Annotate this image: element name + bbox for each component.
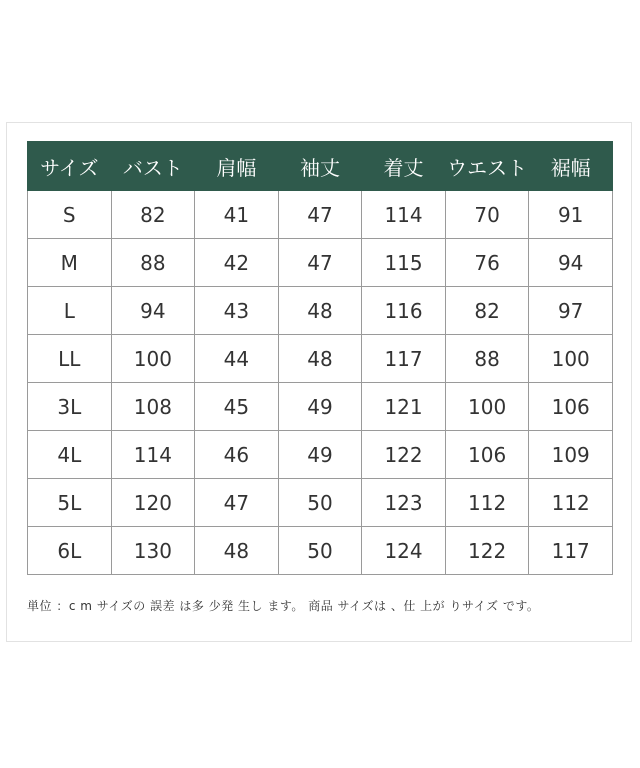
cell-body-length: 123 [362,479,446,527]
table-row [28,287,613,335]
cell-hem-width: 97 [529,287,613,335]
cell-waist: 100 [445,383,529,431]
cell-size: L [28,287,112,335]
cell-shoulder-width: 45 [195,383,279,431]
header-sleeve-length: 袖丈 [278,142,362,191]
cell-shoulder-width: 48 [195,527,279,575]
cell-shoulder-width: 42 [195,239,279,287]
cell-size: 6L [28,527,112,575]
cell-bust: 82 [111,191,195,239]
size-chart-table [27,141,613,575]
cell-hem-width: 91 [529,191,613,239]
cell-waist: 82 [445,287,529,335]
table-row [28,431,613,479]
table-row [28,479,613,527]
cell-hem-width: 94 [529,239,613,287]
header-bust: バスト [111,142,195,191]
cell-bust: 100 [111,335,195,383]
cell-waist: 106 [445,431,529,479]
cell-body-length: 122 [362,431,446,479]
header-shoulder-width: 肩幅 [195,142,279,191]
cell-body-length: 114 [362,191,446,239]
cell-size: 3L [28,383,112,431]
cell-bust: 130 [111,527,195,575]
cell-size: 4L [28,431,112,479]
cell-shoulder-width: 47 [195,479,279,527]
cell-bust: 94 [111,287,195,335]
cell-waist: 76 [445,239,529,287]
cell-body-length: 115 [362,239,446,287]
cell-hem-width: 100 [529,335,613,383]
table-row [28,383,613,431]
cell-shoulder-width: 44 [195,335,279,383]
cell-sleeve-length: 48 [278,335,362,383]
header-waist: ウエスト [445,142,529,191]
cell-sleeve-length: 48 [278,287,362,335]
cell-waist: 88 [445,335,529,383]
cell-waist: 112 [445,479,529,527]
cell-hem-width: 117 [529,527,613,575]
table-row [28,191,613,239]
cell-hem-width: 112 [529,479,613,527]
cell-sleeve-length: 49 [278,431,362,479]
cell-sleeve-length: 49 [278,383,362,431]
cell-body-length: 117 [362,335,446,383]
cell-bust: 114 [111,431,195,479]
header-body-length: 着丈 [362,142,446,191]
cell-hem-width: 106 [529,383,613,431]
cell-shoulder-width: 43 [195,287,279,335]
cell-bust: 88 [111,239,195,287]
cell-hem-width: 109 [529,431,613,479]
header-size: サイズ [28,142,112,191]
cell-bust: 108 [111,383,195,431]
cell-body-length: 116 [362,287,446,335]
cell-shoulder-width: 46 [195,431,279,479]
cell-sleeve-length: 50 [278,527,362,575]
table-row [28,239,613,287]
cell-bust: 120 [111,479,195,527]
cell-body-length: 121 [362,383,446,431]
cell-sleeve-length: 47 [278,191,362,239]
cell-body-length: 124 [362,527,446,575]
header-hem-width: 裾幅 [529,142,613,191]
cell-size: S [28,191,112,239]
table-row [28,335,613,383]
cell-sleeve-length: 50 [278,479,362,527]
cell-sleeve-length: 47 [278,239,362,287]
header-row [28,142,613,191]
cell-size: M [28,239,112,287]
cell-waist: 70 [445,191,529,239]
cell-waist: 122 [445,527,529,575]
cell-size: 5L [28,479,112,527]
measurement-note: 単位 ：c m サイズの 誤差 は多 少発 生し ます。 商品 サイズは 、仕 上が りサイズ です。 [27,599,540,613]
table-row [28,527,613,575]
cell-shoulder-width: 41 [195,191,279,239]
cell-size: LL [28,335,112,383]
